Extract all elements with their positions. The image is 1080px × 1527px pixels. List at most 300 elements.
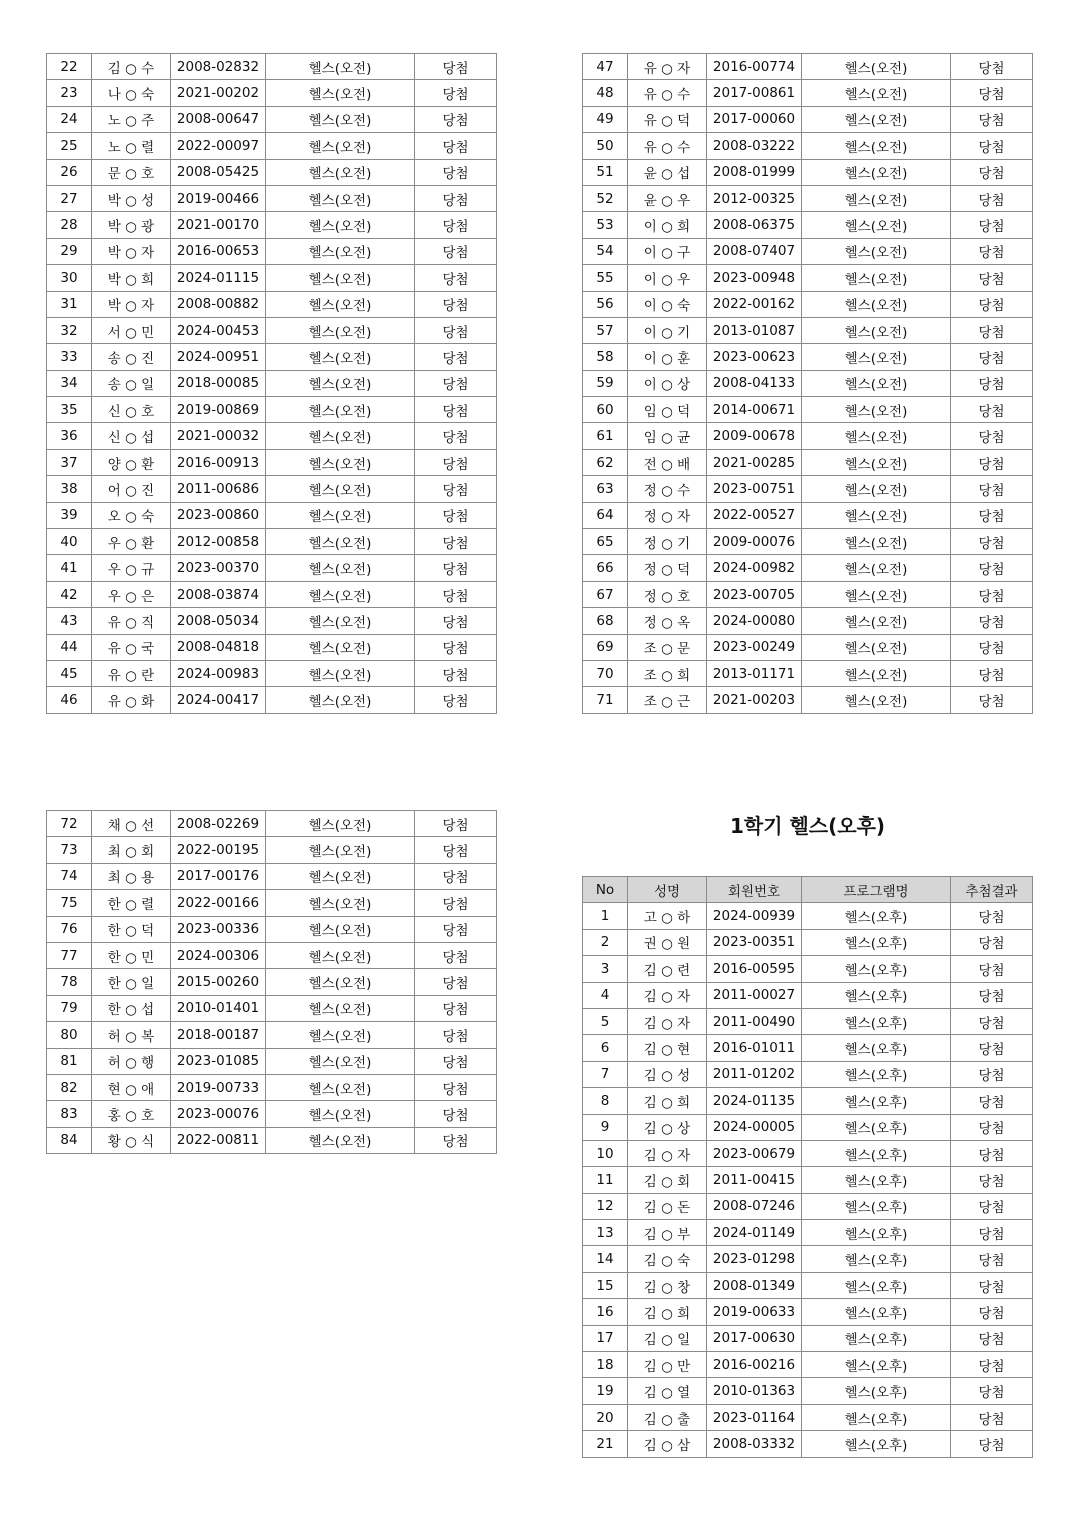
table-body: [583, 903, 1033, 1457]
cell-program: 헬스(오전): [266, 1127, 415, 1153]
cell-member-id: 2024-01149: [707, 1220, 802, 1246]
cell-member-id: 2014-00671: [707, 397, 802, 423]
cell-program: 헬스(오전): [802, 397, 951, 423]
cell-program: 헬스(오후): [802, 1352, 951, 1378]
cell-program: 헬스(오전): [266, 265, 415, 291]
cell-program: 헬스(오전): [802, 344, 951, 370]
cell-no: 29: [47, 238, 92, 264]
table-row: [583, 265, 1033, 291]
cell-name: 김 ○ 만: [628, 1352, 707, 1378]
cell-member-id: 2008-06375: [707, 212, 802, 238]
cell-program: 헬스(오전): [266, 238, 415, 264]
table-row: [47, 942, 497, 968]
cell-name: 허 ○ 복: [92, 1022, 171, 1048]
cell-member-id: 2024-00005: [707, 1114, 802, 1140]
cell-result: 당첨: [415, 863, 497, 889]
cell-no: 7: [583, 1061, 628, 1087]
cell-program: 헬스(오전): [266, 370, 415, 396]
cell-name: 우 ○ 은: [92, 581, 171, 607]
cell-member-id: 2019-00733: [171, 1074, 266, 1100]
table-row: [583, 1220, 1033, 1246]
cell-no: 9: [583, 1114, 628, 1140]
cell-program: 헬스(오후): [802, 1404, 951, 1430]
cell-name: 홍 ○ 호: [92, 1101, 171, 1127]
cell-program: 헬스(오전): [802, 159, 951, 185]
table-body: [583, 54, 1033, 714]
cell-member-id: 2008-00647: [171, 106, 266, 132]
cell-program: 헬스(오전): [802, 238, 951, 264]
cell-no: 13: [583, 1220, 628, 1246]
cell-name: 어 ○ 진: [92, 476, 171, 502]
table-row: [583, 956, 1033, 982]
table-row: [47, 890, 497, 916]
cell-name: 송 ○ 일: [92, 370, 171, 396]
cell-result: 당첨: [951, 555, 1033, 581]
cell-result: 당첨: [951, 1167, 1033, 1193]
cell-program: 헬스(오전): [266, 476, 415, 502]
table-row: [47, 1048, 497, 1074]
cell-program: 헬스(오전): [266, 634, 415, 660]
cell-result: 당첨: [951, 265, 1033, 291]
header-no: No: [583, 877, 628, 903]
cell-member-id: 2024-00453: [171, 317, 266, 343]
cell-no: 83: [47, 1101, 92, 1127]
table-row: [47, 529, 497, 555]
cell-name: 최 ○ 용: [92, 863, 171, 889]
cell-result: 당첨: [415, 54, 497, 80]
cell-name: 김 ○ 성: [628, 1061, 707, 1087]
table-row: [583, 1431, 1033, 1457]
cell-member-id: 2010-01363: [707, 1378, 802, 1404]
cell-member-id: 2023-00948: [707, 265, 802, 291]
table-row: [583, 1167, 1033, 1193]
cell-member-id: 2008-05425: [171, 159, 266, 185]
cell-program: 헬스(오전): [266, 502, 415, 528]
cell-member-id: 2009-00678: [707, 423, 802, 449]
cell-program: 헬스(오전): [802, 634, 951, 660]
cell-member-id: 2011-00415: [707, 1167, 802, 1193]
header-result: 추첨결과: [951, 877, 1033, 903]
cell-program: 헬스(오전): [266, 159, 415, 185]
cell-result: 당첨: [951, 1088, 1033, 1114]
cell-no: 75: [47, 890, 92, 916]
cell-program: 헬스(오전): [802, 529, 951, 555]
cell-result: 당첨: [415, 1101, 497, 1127]
cell-name: 김 ○ 부: [628, 1220, 707, 1246]
cell-result: 당첨: [415, 212, 497, 238]
cell-result: 당첨: [951, 212, 1033, 238]
cell-name: 유 ○ 수: [628, 133, 707, 159]
cell-member-id: 2017-00861: [707, 80, 802, 106]
cell-result: 당첨: [415, 397, 497, 423]
cell-no: 11: [583, 1167, 628, 1193]
table-row: [47, 916, 497, 942]
table-row: [583, 476, 1033, 502]
cell-member-id: 2019-00633: [707, 1299, 802, 1325]
cell-member-id: 2023-00623: [707, 344, 802, 370]
cell-result: 당첨: [951, 1061, 1033, 1087]
cell-no: 42: [47, 581, 92, 607]
cell-member-id: 2021-00203: [707, 687, 802, 713]
cell-member-id: 2023-00351: [707, 929, 802, 955]
table-row: [583, 370, 1033, 396]
cell-name: 문 ○ 호: [92, 159, 171, 185]
cell-member-id: 2023-01085: [171, 1048, 266, 1074]
cell-program: 헬스(오전): [266, 212, 415, 238]
cell-name: 한 ○ 렬: [92, 890, 171, 916]
table-row: [47, 397, 497, 423]
table-row: [47, 502, 497, 528]
cell-member-id: 2008-07407: [707, 238, 802, 264]
cell-name: 유 ○ 자: [628, 54, 707, 80]
cell-program: 헬스(오후): [802, 903, 951, 929]
cell-name: 노 ○ 렬: [92, 133, 171, 159]
cell-name: 임 ○ 균: [628, 423, 707, 449]
cell-program: 헬스(오전): [802, 502, 951, 528]
cell-name: 이 ○ 기: [628, 317, 707, 343]
cell-no: 62: [583, 449, 628, 475]
cell-program: 헬스(오후): [802, 1378, 951, 1404]
cell-no: 46: [47, 687, 92, 713]
table-row: [583, 344, 1033, 370]
cell-no: 20: [583, 1404, 628, 1430]
cell-member-id: 2008-07246: [707, 1193, 802, 1219]
cell-program: 헬스(오전): [266, 942, 415, 968]
cell-result: 당첨: [951, 529, 1033, 555]
table-row: [583, 1246, 1033, 1272]
cell-result: 당첨: [415, 942, 497, 968]
table-row: [47, 423, 497, 449]
cell-program: 헬스(오전): [802, 370, 951, 396]
cell-member-id: 2011-00027: [707, 982, 802, 1008]
cell-member-id: 2023-00249: [707, 634, 802, 660]
cell-no: 72: [47, 811, 92, 837]
cell-result: 당첨: [415, 1074, 497, 1100]
cell-name: 오 ○ 숙: [92, 502, 171, 528]
cell-program: 헬스(오전): [266, 529, 415, 555]
table-row: [47, 608, 497, 634]
cell-program: 헬스(오전): [802, 660, 951, 686]
table-row: [583, 106, 1033, 132]
cell-name: 조 ○ 문: [628, 634, 707, 660]
cell-program: 헬스(오전): [266, 106, 415, 132]
cell-member-id: 2008-02269: [171, 811, 266, 837]
cell-name: 우 ○ 환: [92, 529, 171, 555]
cell-name: 김 ○ 련: [628, 956, 707, 982]
cell-member-id: 2011-00490: [707, 1008, 802, 1034]
cell-program: 헬스(오전): [802, 212, 951, 238]
cell-program: 헬스(오전): [266, 837, 415, 863]
cell-no: 19: [583, 1378, 628, 1404]
table-row: [47, 1127, 497, 1153]
table-row: [47, 1022, 497, 1048]
cell-no: 36: [47, 423, 92, 449]
cell-no: 58: [583, 344, 628, 370]
lottery-table-morning-22-46: [46, 53, 497, 714]
cell-program: 헬스(오후): [802, 1325, 951, 1351]
cell-name: 김 ○ 희: [628, 1088, 707, 1114]
cell-no: 3: [583, 956, 628, 982]
cell-name: 김 ○ 수: [92, 54, 171, 80]
cell-result: 당첨: [415, 1127, 497, 1153]
cell-member-id: 2023-00679: [707, 1140, 802, 1166]
cell-name: 한 ○ 민: [92, 942, 171, 968]
cell-result: 당첨: [415, 423, 497, 449]
cell-result: 당첨: [951, 687, 1033, 713]
table-row: [47, 1074, 497, 1100]
cell-program: 헬스(오전): [266, 660, 415, 686]
cell-result: 당첨: [951, 1431, 1033, 1457]
table-row: [583, 687, 1033, 713]
cell-program: 헬스(오전): [266, 1022, 415, 1048]
cell-program: 헬스(오전): [266, 133, 415, 159]
table-row: [583, 291, 1033, 317]
cell-result: 당첨: [415, 555, 497, 581]
cell-result: 당첨: [951, 185, 1033, 211]
cell-name: 유 ○ 수: [628, 80, 707, 106]
cell-no: 66: [583, 555, 628, 581]
cell-no: 48: [583, 80, 628, 106]
cell-result: 당첨: [951, 502, 1033, 528]
cell-result: 당첨: [415, 291, 497, 317]
cell-program: 헬스(오전): [802, 581, 951, 607]
table-row: [583, 982, 1033, 1008]
cell-program: 헬스(오전): [266, 555, 415, 581]
cell-no: 17: [583, 1325, 628, 1351]
cell-program: 헬스(오후): [802, 1220, 951, 1246]
cell-member-id: 2017-00630: [707, 1325, 802, 1351]
header-name: 성명: [628, 877, 707, 903]
cell-no: 65: [583, 529, 628, 555]
cell-result: 당첨: [951, 1114, 1033, 1140]
table-row: [583, 54, 1033, 80]
cell-no: 64: [583, 502, 628, 528]
cell-no: 56: [583, 291, 628, 317]
cell-result: 당첨: [951, 80, 1033, 106]
table-row: [583, 1193, 1033, 1219]
table-row: [47, 581, 497, 607]
cell-member-id: 2021-00285: [707, 449, 802, 475]
cell-no: 71: [583, 687, 628, 713]
cell-no: 33: [47, 344, 92, 370]
table-row: [47, 1101, 497, 1127]
table-row: [47, 837, 497, 863]
cell-name: 박 ○ 희: [92, 265, 171, 291]
cell-no: 45: [47, 660, 92, 686]
cell-program: 헬스(오후): [802, 1167, 951, 1193]
cell-no: 77: [47, 942, 92, 968]
lottery-table-morning-72-84: [46, 810, 497, 1154]
cell-member-id: 2023-00336: [171, 916, 266, 942]
cell-result: 당첨: [415, 916, 497, 942]
table-row: [47, 238, 497, 264]
cell-no: 37: [47, 449, 92, 475]
cell-result: 당첨: [951, 1378, 1033, 1404]
cell-member-id: 2017-00060: [707, 106, 802, 132]
cell-result: 당첨: [415, 890, 497, 916]
cell-no: 41: [47, 555, 92, 581]
table-body: [47, 811, 497, 1154]
cell-no: 52: [583, 185, 628, 211]
cell-no: 70: [583, 660, 628, 686]
cell-program: 헬스(오전): [266, 890, 415, 916]
table-body: [47, 54, 497, 714]
cell-program: 헬스(오전): [802, 555, 951, 581]
cell-name: 노 ○ 주: [92, 106, 171, 132]
cell-result: 당첨: [415, 80, 497, 106]
cell-no: 84: [47, 1127, 92, 1153]
table-header: [583, 877, 1033, 903]
cell-result: 당첨: [415, 995, 497, 1021]
cell-member-id: 2012-00858: [171, 529, 266, 555]
cell-result: 당첨: [951, 1220, 1033, 1246]
cell-member-id: 2024-01115: [171, 265, 266, 291]
cell-program: 헬스(오후): [802, 1140, 951, 1166]
cell-result: 당첨: [951, 634, 1033, 660]
table-row: [47, 811, 497, 837]
cell-no: 49: [583, 106, 628, 132]
cell-name: 김 ○ 숙: [628, 1246, 707, 1272]
cell-member-id: 2016-00774: [707, 54, 802, 80]
cell-name: 양 ○ 환: [92, 449, 171, 475]
cell-member-id: 2024-00983: [171, 660, 266, 686]
header-row: [583, 877, 1033, 903]
cell-name: 이 ○ 숙: [628, 291, 707, 317]
cell-program: 헬스(오후): [802, 1008, 951, 1034]
cell-result: 당첨: [951, 1035, 1033, 1061]
cell-member-id: 2023-01298: [707, 1246, 802, 1272]
table-row: [583, 1035, 1033, 1061]
cell-name: 김 ○ 회: [628, 1167, 707, 1193]
cell-program: 헬스(오후): [802, 929, 951, 955]
cell-no: 50: [583, 133, 628, 159]
cell-name: 조 ○ 근: [628, 687, 707, 713]
cell-name: 유 ○ 화: [92, 687, 171, 713]
cell-name: 한 ○ 일: [92, 969, 171, 995]
cell-name: 유 ○ 란: [92, 660, 171, 686]
cell-result: 당첨: [415, 529, 497, 555]
cell-result: 당첨: [951, 291, 1033, 317]
table-row: [583, 634, 1033, 660]
cell-no: 69: [583, 634, 628, 660]
cell-result: 당첨: [415, 449, 497, 475]
cell-program: 헬스(오전): [802, 106, 951, 132]
cell-member-id: 2017-00176: [171, 863, 266, 889]
cell-member-id: 2008-01349: [707, 1272, 802, 1298]
cell-member-id: 2016-00595: [707, 956, 802, 982]
cell-result: 당첨: [415, 106, 497, 132]
cell-member-id: 2023-00751: [707, 476, 802, 502]
cell-result: 당첨: [951, 608, 1033, 634]
cell-no: 31: [47, 291, 92, 317]
cell-name: 김 ○ 열: [628, 1378, 707, 1404]
cell-no: 8: [583, 1088, 628, 1114]
table-row: [583, 1404, 1033, 1430]
cell-result: 당첨: [415, 687, 497, 713]
cell-program: 헬스(오후): [802, 982, 951, 1008]
cell-result: 당첨: [415, 317, 497, 343]
cell-result: 당첨: [415, 1022, 497, 1048]
table-row: [583, 159, 1033, 185]
cell-member-id: 2022-00097: [171, 133, 266, 159]
cell-member-id: 2024-00951: [171, 344, 266, 370]
cell-no: 38: [47, 476, 92, 502]
cell-member-id: 2008-00882: [171, 291, 266, 317]
cell-no: 76: [47, 916, 92, 942]
cell-member-id: 2021-00032: [171, 423, 266, 449]
table-row: [583, 80, 1033, 106]
cell-name: 이 ○ 희: [628, 212, 707, 238]
cell-program: 헬스(오전): [266, 423, 415, 449]
cell-name: 김 ○ 자: [628, 1140, 707, 1166]
cell-program: 헬스(오전): [266, 54, 415, 80]
cell-result: 당첨: [951, 1299, 1033, 1325]
cell-member-id: 2013-01087: [707, 317, 802, 343]
cell-name: 우 ○ 규: [92, 555, 171, 581]
cell-result: 당첨: [951, 54, 1033, 80]
cell-result: 당첨: [951, 1246, 1033, 1272]
table-row: [583, 133, 1033, 159]
cell-no: 5: [583, 1008, 628, 1034]
cell-program: 헬스(오전): [266, 291, 415, 317]
cell-name: 김 ○ 돈: [628, 1193, 707, 1219]
cell-no: 39: [47, 502, 92, 528]
cell-member-id: 2008-01999: [707, 159, 802, 185]
cell-result: 당첨: [951, 581, 1033, 607]
cell-program: 헬스(오후): [802, 1035, 951, 1061]
cell-program: 헬스(오후): [802, 956, 951, 982]
cell-member-id: 2021-00202: [171, 80, 266, 106]
cell-no: 12: [583, 1193, 628, 1219]
cell-name: 신 ○ 섭: [92, 423, 171, 449]
cell-name: 권 ○ 원: [628, 929, 707, 955]
cell-member-id: 2024-00080: [707, 608, 802, 634]
cell-no: 28: [47, 212, 92, 238]
cell-no: 81: [47, 1048, 92, 1074]
cell-result: 당첨: [951, 344, 1033, 370]
cell-result: 당첨: [415, 634, 497, 660]
cell-program: 헬스(오전): [266, 916, 415, 942]
table-row: [47, 476, 497, 502]
lottery-table-morning-47-71: [582, 53, 1033, 714]
cell-no: 35: [47, 397, 92, 423]
cell-name: 윤 ○ 섭: [628, 159, 707, 185]
cell-member-id: 2008-03874: [171, 581, 266, 607]
table-row: [583, 1272, 1033, 1298]
cell-result: 당첨: [951, 133, 1033, 159]
cell-member-id: 2008-03222: [707, 133, 802, 159]
table-row: [583, 1114, 1033, 1140]
cell-no: 82: [47, 1074, 92, 1100]
cell-no: 4: [583, 982, 628, 1008]
cell-no: 51: [583, 159, 628, 185]
cell-name: 박 ○ 자: [92, 238, 171, 264]
cell-name: 김 ○ 상: [628, 1114, 707, 1140]
cell-result: 당첨: [951, 397, 1033, 423]
cell-result: 당첨: [951, 317, 1033, 343]
cell-no: 26: [47, 159, 92, 185]
cell-program: 헬스(오전): [266, 317, 415, 343]
cell-name: 유 ○ 덕: [628, 106, 707, 132]
cell-program: 헬스(오전): [266, 608, 415, 634]
cell-result: 당첨: [951, 106, 1033, 132]
cell-program: 헬스(오전): [802, 80, 951, 106]
table-row: [47, 106, 497, 132]
cell-program: 헬스(오후): [802, 1193, 951, 1219]
cell-name: 이 ○ 구: [628, 238, 707, 264]
cell-no: 79: [47, 995, 92, 1021]
table-row: [583, 449, 1033, 475]
